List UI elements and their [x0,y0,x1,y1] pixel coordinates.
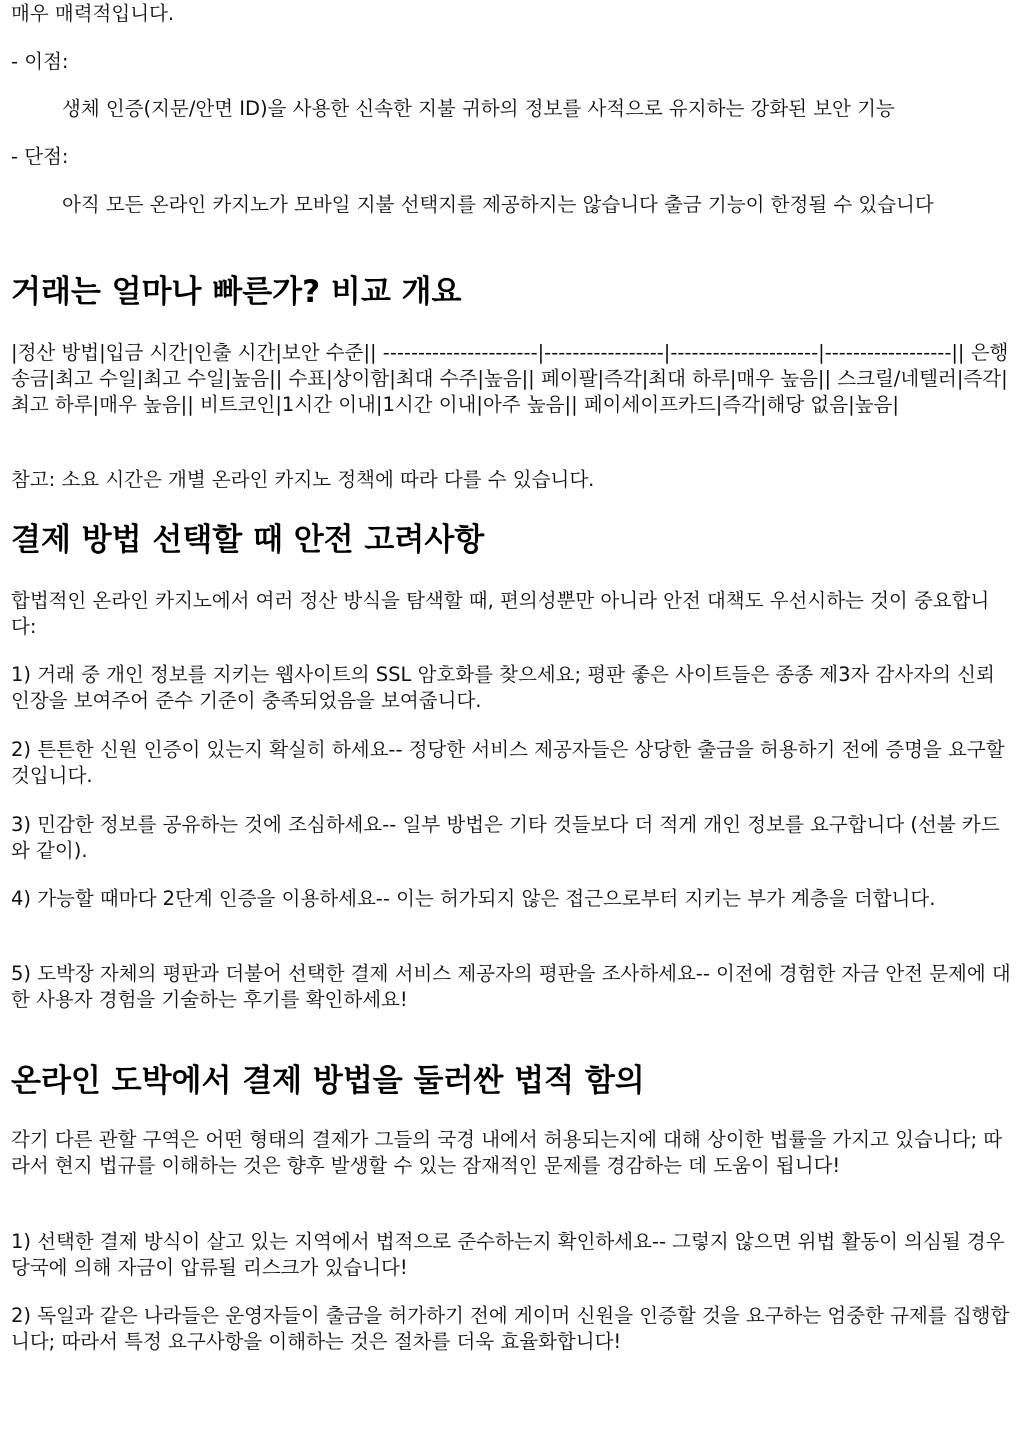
safety-item: 1) 거래 중 개인 정보를 지키는 웹사이트의 SSL 암호화를 찾으세요; 평판 좋은 사이트들은 종종 제3자 감사자의 신뢰 인장을 보여주어 준수 기준이 충족되었음을 보여줍니다. [11,663,995,712]
cons-label: - 단점: [11,145,69,168]
legal-item: 1) 선택한 결제 방식이 살고 있는 지역에서 법적으로 준수하는지 확인하세요-- 그렇지 않으면 위법 활동이 의심될 경우 당국에 의해 자금이 압류될 리스크가 있습니다! [11,1230,1005,1279]
legal-intro: 각기 다른 관할 구역은 어떤 형태의 결제가 그들의 국경 내에서 허용되는지에 대해 상이한 법률을 가지고 있습니다; 따라서 현지 법규를 이해하는 것은 향후 발생할 수 있는 잠재적인 문제를 경감하는 데 도움이 됩니다! [11,1128,1003,1177]
safety-item: 3) 민감한 정보를 공유하는 것에 조심하세요-- 일부 방법은 기타 것들보다 더 적게 개인 정보를 요구합니다 (선불 카드와 같이). [11,813,1000,862]
comparison-table-raw: |정산 방법|입금 시간|인출 시간|보안 수준|| ----------------------|-----------------|---------------------|------------------|| 은행 송금|최고 수일|최고 수일|높음|| 수표|상이함|최대 수주|높음|| 페이팔|즉각|최대 하루|매우 높음|| 스크릴/네텔러|즉각|최고 하루|매우 높음|| 비트코인|1시간 이내|1시간 이내|아주 높음|| 페이세이프카드|즉각|해당 없음|높음| [11,341,1009,416]
speed-note: 참고: 소요 시간은 개별 온라인 카지노 정책에 따라 다를 수 있습니다. [11,468,595,491]
safety-item: 2) 튼튼한 신원 인증이 있는지 확실히 하세요-- 정당한 서비스 제공자들은 상당한 출금을 허용하기 전에 증명을 요구할 것입니다. [11,738,1005,787]
safety-heading: 결제 방법 선택할 때 안전 고려사항 [11,522,485,558]
legal-heading: 온라인 도박에서 결제 방법을 둘러싼 법적 함의 [11,1063,645,1099]
legal-item: 2) 독일과 같은 나라들은 운영자들이 출금을 허가하기 전에 게이머 신원을 인증할 것을 요구하는 엄중한 규제를 집행합니다; 따라서 특정 요구사항을 이해하는 것은 절차를 더욱 효율화합니다! [11,1304,1010,1353]
speed-heading: 거래는 얼마나 빠른가? 비교 개요 [11,274,462,310]
cons-text: 아직 모든 온라인 카지노가 모바일 지불 선택지를 제공하지는 않습니다 출금 기능이 한정될 수 있습니다 [62,193,934,216]
safety-item: 5) 도박장 자체의 평판과 더불어 선택한 결제 서비스 제공자의 평판을 조사하세요-- 이전에 경험한 자금 안전 문제에 대한 사용자 경험을 기술하는 후기를 확인하세요! [11,962,1011,1011]
pros-label: - 이점: [11,50,69,73]
pros-text: 생체 인증(지문/안면 ID)을 사용한 신속한 지불 귀하의 정보를 사적으로 유지하는 강화된 보안 기능 [62,97,895,120]
intro-line: 매우 매력적입니다. [11,2,175,25]
safety-intro: 합법적인 온라인 카지노에서 여러 정산 방식을 탐색할 때, 편의성뿐만 아니라 안전 대책도 우선시하는 것이 중요합니다: [11,589,990,638]
safety-item: 4) 가능할 때마다 2단계 인증을 이용하세요-- 이는 허가되지 않은 접근으로부터 지키는 부가 계층을 더합니다. [11,887,936,910]
